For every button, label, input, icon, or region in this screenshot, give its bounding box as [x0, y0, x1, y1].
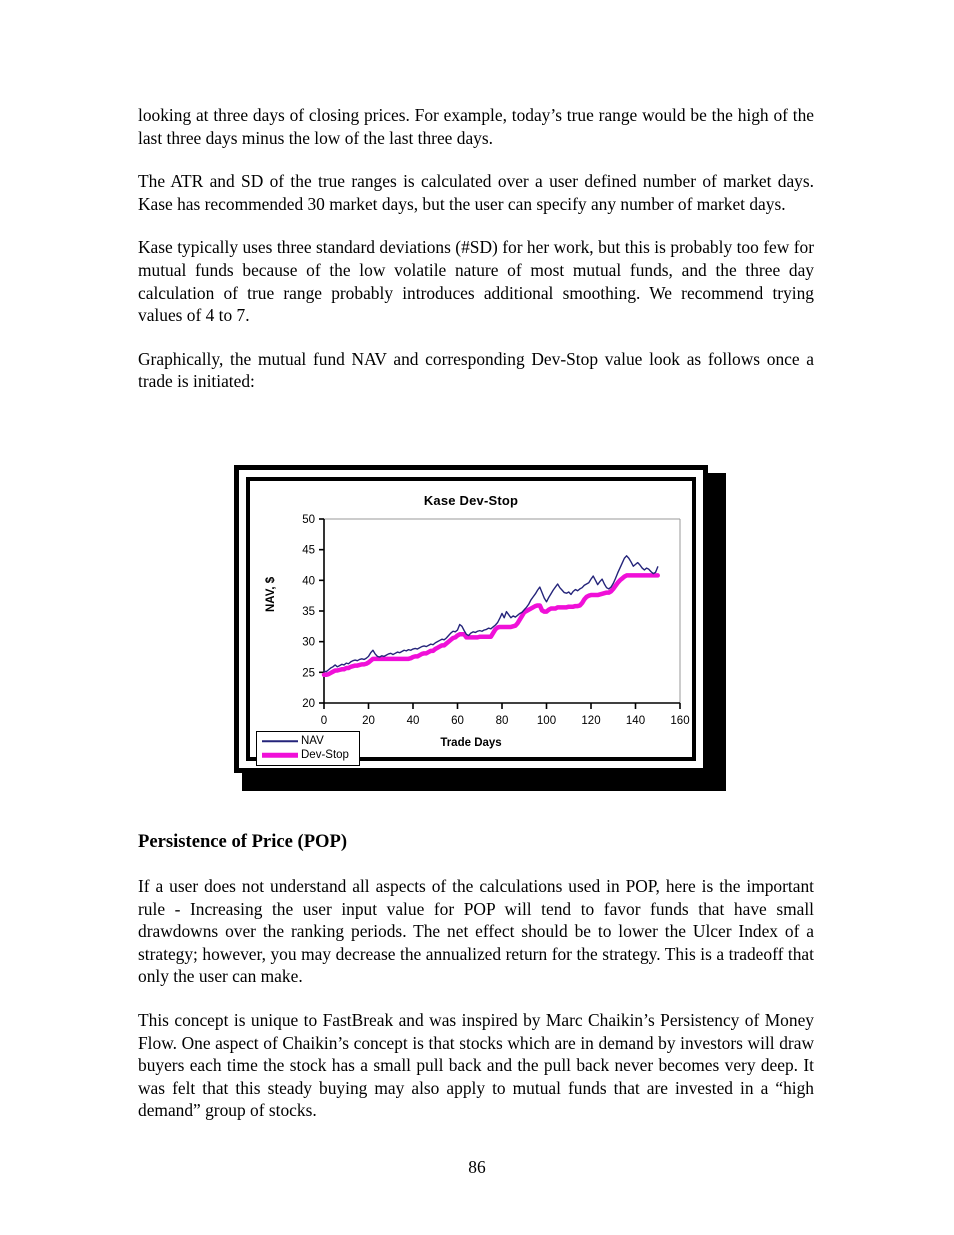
chart-title: Kase Dev-Stop	[423, 493, 519, 508]
paragraph: If a user does not understand all aspects of the calculations used in POP, here is the important rule - Increasing the user input value for POP will tend to favor funds that have small drawdowns over the ranking periods. The net effect should be to lower the Ulcer Index of a strategy; however, you may decrease the annualized return for the strategy. This is a tradeoff that only the user can make.	[138, 876, 814, 987]
figure-frame-outer	[234, 465, 708, 773]
legend-item-nav	[261, 734, 355, 748]
svg-text:0: 0	[320, 715, 328, 727]
svg-text:100: 100	[536, 715, 557, 727]
figure-frame-inner	[246, 477, 696, 761]
chart-x-axis-label: Trade Days	[440, 737, 502, 749]
paragraph: looking at three days of closing prices. For example, today’s true range would be the high of the last three days minus the low of the last three days.	[138, 105, 814, 148]
svg-text:40: 40	[406, 715, 420, 727]
legend-swatch-nav-icon	[261, 736, 299, 746]
svg-text:120: 120	[581, 715, 601, 727]
svg-text:140: 140	[625, 715, 646, 727]
svg-text:80: 80	[495, 715, 509, 727]
svg-text:40: 40	[302, 575, 315, 588]
svg-text:20: 20	[302, 698, 315, 710]
legend-item-dev-stop	[261, 748, 355, 762]
chart-y-axis-label: NAV, $	[265, 576, 277, 612]
paragraph: Kase typically uses three standard deviations (#SD) for her work, but this is probably too few for mutual funds because of the low volatile nature of most mutual funds, and the three day calculation of true range probably introduces additional smoothing. We recommend trying values of 4 to 7.	[138, 237, 814, 326]
svg-text:50: 50	[302, 514, 315, 526]
document-body	[138, 104, 814, 393]
svg-text:25: 25	[302, 667, 315, 680]
page-number: 86	[468, 1157, 486, 1177]
svg-text:45: 45	[302, 544, 315, 557]
chart-legend	[256, 731, 360, 766]
chart-canvas	[250, 481, 692, 761]
page-title: Persistence of Price (POP)	[138, 831, 348, 852]
paragraph: Graphically, the mutual fund NAV and corresponding Dev-Stop value look as follows once a trade is initiated:	[138, 348, 814, 392]
legend-label-nav: NAV	[301, 735, 324, 747]
legend-label-dev-stop: Dev-Stop	[301, 749, 349, 761]
paragraph: This concept is unique to FastBreak and was inspired by Marc Chaikin’s Persistency of Money Flow. One aspect of Chaikin’s concept is that stocks which are in demand by investors will draw buyers each time the stock has a small pull back and the pull back never becomes very deep. It was felt that this steady buying may also apply to mutual funds that are invested in a “high demand” group of stocks.	[138, 1009, 814, 1121]
figure-kase-dev-stop	[234, 465, 726, 791]
chart-plot	[250, 481, 706, 771]
legend-swatch-dev-stop-icon	[261, 750, 299, 760]
document-body-lower	[138, 831, 814, 1122]
svg-text:20: 20	[362, 715, 375, 727]
svg-text:35: 35	[302, 606, 315, 618]
svg-text:60: 60	[451, 715, 464, 727]
paragraph: The ATR and SD of the true ranges is calculated over a user defined number of market days. Kase has recommended 30 market days, but the user can specify any number of market days.	[138, 171, 814, 214]
svg-text:160: 160	[670, 715, 690, 727]
svg-text:30: 30	[302, 636, 315, 649]
